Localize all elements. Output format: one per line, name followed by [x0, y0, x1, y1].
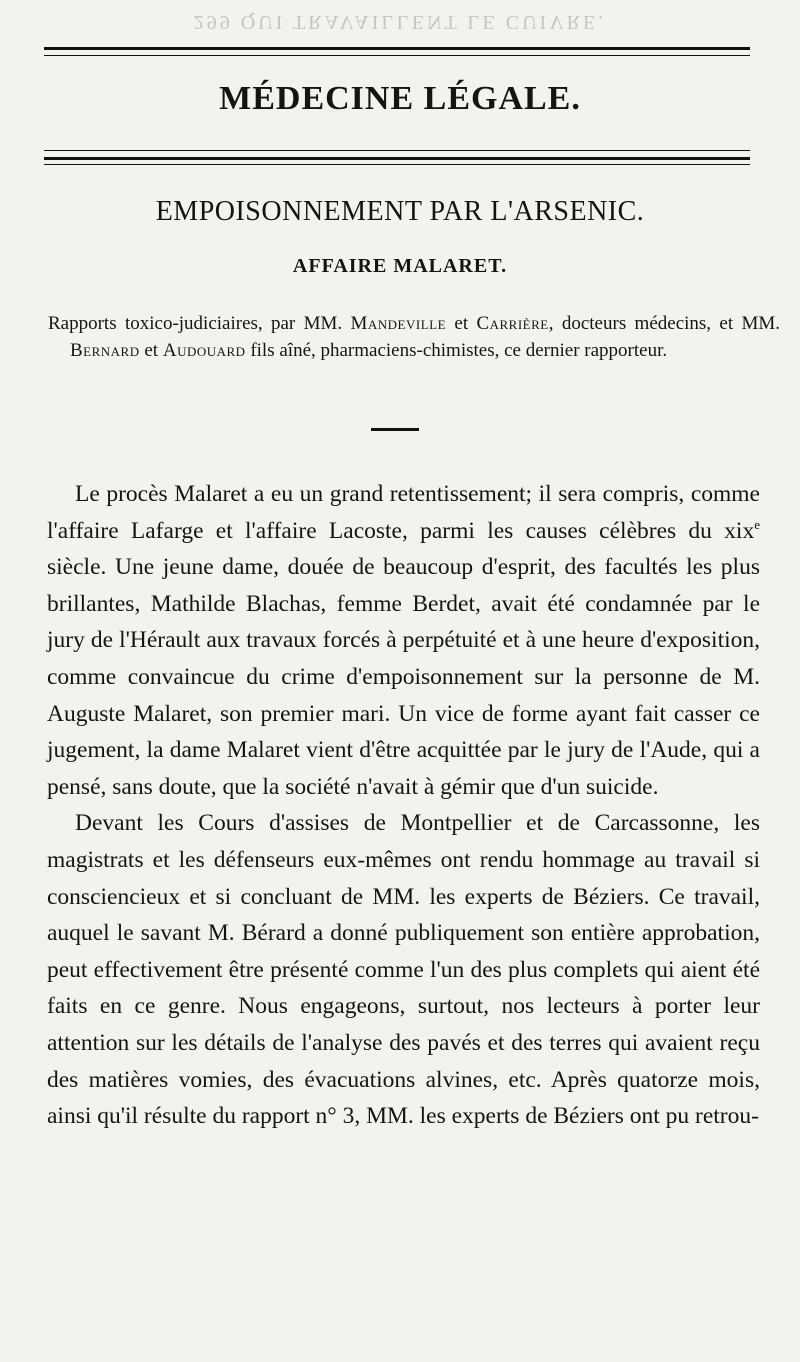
section-title: MÉDECINE LÉGALE.: [219, 80, 581, 117]
byline-text-3: , docteurs médecins, et MM.: [548, 313, 780, 334]
paragraph-1-start: Le procès Malaret a eu un grand retentissement; il sera compris, comme l'affaire Lafarge et l'affaire Lacoste, parmi les causes célèbres du xix: [47, 481, 760, 544]
top-rule-thick: [44, 47, 750, 50]
author-mandeville: Mandeville: [350, 313, 447, 334]
century-superscript: e: [754, 516, 760, 532]
byline-text-5: fils aîné, pharmaciens-chimistes, ce dernier rapporteur.: [245, 340, 668, 361]
middle-rule-thin: [44, 150, 750, 151]
author-carriere: Carrière: [476, 313, 549, 334]
article-title: EMPOISONNEMENT PAR L'ARSENIC.: [155, 196, 645, 227]
running-head-bleedthrough: 299 QUI TRAVAILLENT LE CUIVRE.: [193, 11, 607, 33]
byline-text-1: Rapports toxico-judiciaires, par MM.: [48, 313, 351, 334]
author-audouard: Audouard: [162, 340, 246, 361]
paragraph-2: Devant les Cours d'assises de Montpellier et de Carcassonne, les magistrats et les défenseurs eux-mêmes ont rendu hommage au travail si consciencieux et si concluant de MM. les experts de Béziers. Ce travail, auquel le savant M. Bérard a donné publiquement son entière approbation, peut effectivement être présenté comme l'un des plus complets qui aient été faits en ce genre. Nous engageons, surtout, nos lecteurs à porter leur attention sur les détails de l'analyse des pavés et des terres qui avaient reçu des matières vomies, des évacuations alvines, etc. Après quatorze mois, ainsi qu'il résulte du rapport n° 3, MM. les experts de Béziers ont pu retrou-: [47, 810, 760, 1130]
byline: [48, 310, 780, 364]
paragraph-1-end: siècle. Une jeune dame, douée de beaucoup d'esprit, des facultés les plus brillantes, Mathilde Blachas, femme Berdet, avait été condamnée par le jury de l'Hérault aux travaux forcés à perpétuité et à une heure d'exposition, comme convaincue du crime d'empoisonnement sur la personne de M. Auguste Malaret, son premier mari. Un vice de forme ayant fait casser ce jugement, la dame Malaret vient d'être acquittée par le jury de l'Aude, qui a pensé, sans doute, que la société n'avait à gémir que d'un suicide.: [47, 554, 760, 800]
byline-text-4: et: [139, 340, 163, 361]
middle-rule-thick: [44, 157, 750, 160]
separator-rule: [371, 428, 419, 431]
author-bernard: Bernard: [70, 340, 140, 361]
middle-rule-thin-2: [44, 164, 750, 165]
article-body: [47, 476, 760, 1135]
paragraph-1: [47, 476, 760, 805]
affair-title: AFFAIRE MALARET.: [292, 255, 508, 277]
byline-text-2: et: [446, 313, 477, 334]
top-rule-thin: [44, 55, 750, 56]
